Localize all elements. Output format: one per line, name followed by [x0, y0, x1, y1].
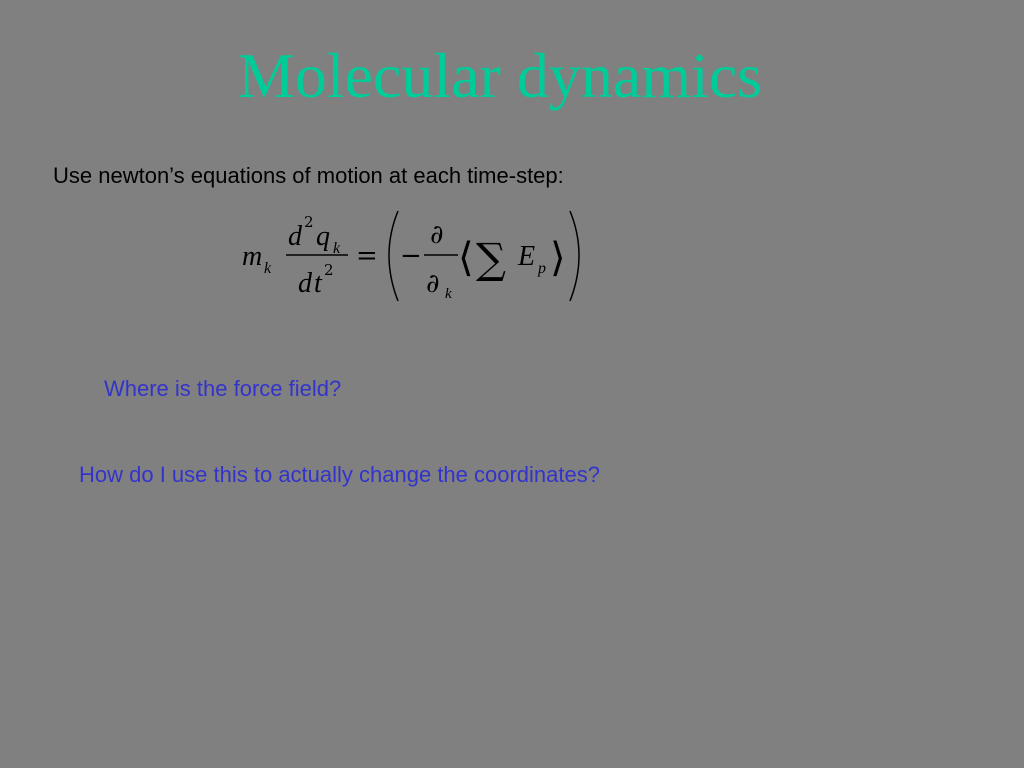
left-paren — [389, 211, 398, 301]
eq-m-sub-k: k — [264, 260, 272, 277]
slide-title: Molecular dynamics — [237, 40, 763, 111]
eq-den-d: d — [298, 268, 312, 299]
eq-num-exp-2: 2 — [304, 213, 314, 231]
eq-sum: ∑ — [476, 234, 506, 283]
equation — [236, 205, 596, 310]
eq-rangle: ⟩ — [550, 235, 566, 281]
eq-num-d: d — [288, 221, 302, 252]
eq-E-sub-p: p — [538, 260, 546, 277]
eq-minus: − — [400, 241, 422, 271]
eq-langle: ⟨ — [458, 235, 474, 281]
eq-num-q: q — [316, 221, 330, 252]
question-change-coordinates: How do I use this to actually change the coordinates? — [79, 462, 600, 487]
eq-den-t: t — [314, 268, 322, 299]
eq-den-exp-2: 2 — [324, 261, 334, 279]
question-force-field: Where is the force field? — [104, 376, 342, 401]
equation-svg — [236, 205, 596, 310]
eq-partial-den: ∂ — [426, 269, 440, 299]
eq-m: m — [242, 241, 263, 272]
eq-equals: = — [356, 241, 378, 271]
eq-num-sub-k: k — [333, 240, 341, 257]
eq-partial-sub-k: k — [445, 286, 452, 302]
eq-partial-num: ∂ — [430, 220, 444, 250]
right-paren — [570, 211, 579, 301]
intro-text: Use newton’s equations of motion at each time-step: — [53, 163, 564, 188]
eq-E: E — [518, 241, 536, 272]
